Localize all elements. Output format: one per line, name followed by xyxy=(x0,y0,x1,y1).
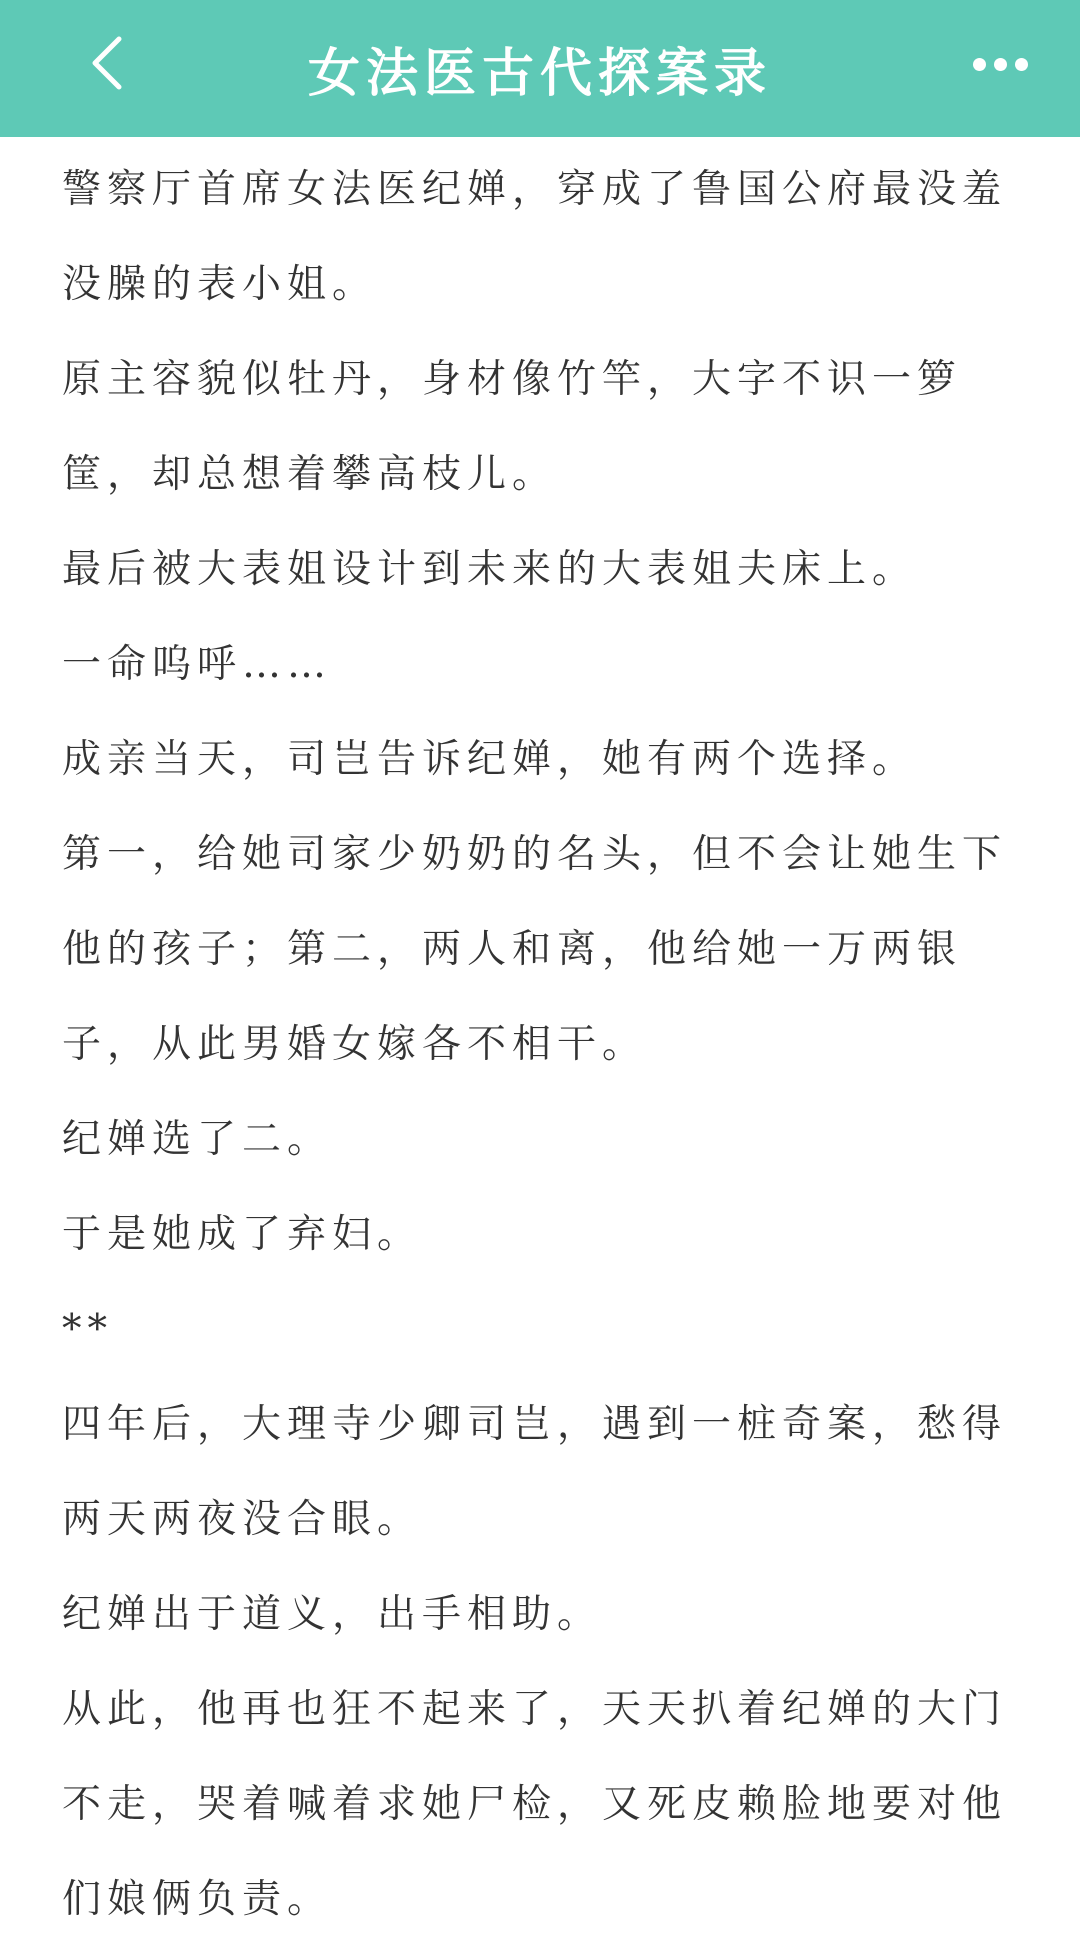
more-button[interactable] xyxy=(960,34,1040,94)
paragraph: 于是她成了弃妇。 xyxy=(62,1212,423,1257)
more-horizontal-icon xyxy=(973,58,986,71)
top-bar xyxy=(0,0,1080,137)
article-body xyxy=(62,142,1020,1947)
chevron-left-icon xyxy=(87,35,127,91)
paragraph: 四年后，大理寺少卿司岂，遇到一桩奇案，愁得两天两夜没合眼。 xyxy=(62,1402,1008,1542)
more-horizontal-icon-dot xyxy=(1015,58,1028,71)
paragraph: 成亲当天，司岂告诉纪婵，她有两个选择。 xyxy=(62,737,918,782)
paragraph: 一命呜呼…… xyxy=(62,642,333,687)
paragraph: 纪婵选了二。 xyxy=(62,1117,333,1162)
back-button[interactable] xyxy=(72,28,142,98)
paragraph: 原主容貌似牡丹，身材像竹竿，大字不识一箩筐，却总想着攀高枝儿。 xyxy=(62,357,963,497)
page-title: 女法医古代探案录 xyxy=(307,43,772,104)
paragraph: 纪婵出于道义，出手相助。 xyxy=(62,1592,603,1637)
paragraph: 第一，给她司家少奶奶的名头，但不会让她生下他的孩子；第二，两人和离，他给她一万两银子，从此男婚女嫁各不相干。 xyxy=(62,832,1008,1067)
paragraph: 从此，他再也狂不起来了，天天扒着纪婵的大门不走，哭着喊着求她尸检，又死皮赖脸地要对他们娘俩负责。 xyxy=(62,1687,1008,1922)
section-divider: ** xyxy=(62,1307,113,1352)
more-horizontal-icon-dot xyxy=(994,58,1007,71)
paragraph: 警察厅首席女法医纪婵，穿成了鲁国公府最没羞没臊的表小姐。 xyxy=(62,167,1008,307)
paragraph: 最后被大表姐设计到未来的大表姐夫床上。 xyxy=(62,547,918,592)
